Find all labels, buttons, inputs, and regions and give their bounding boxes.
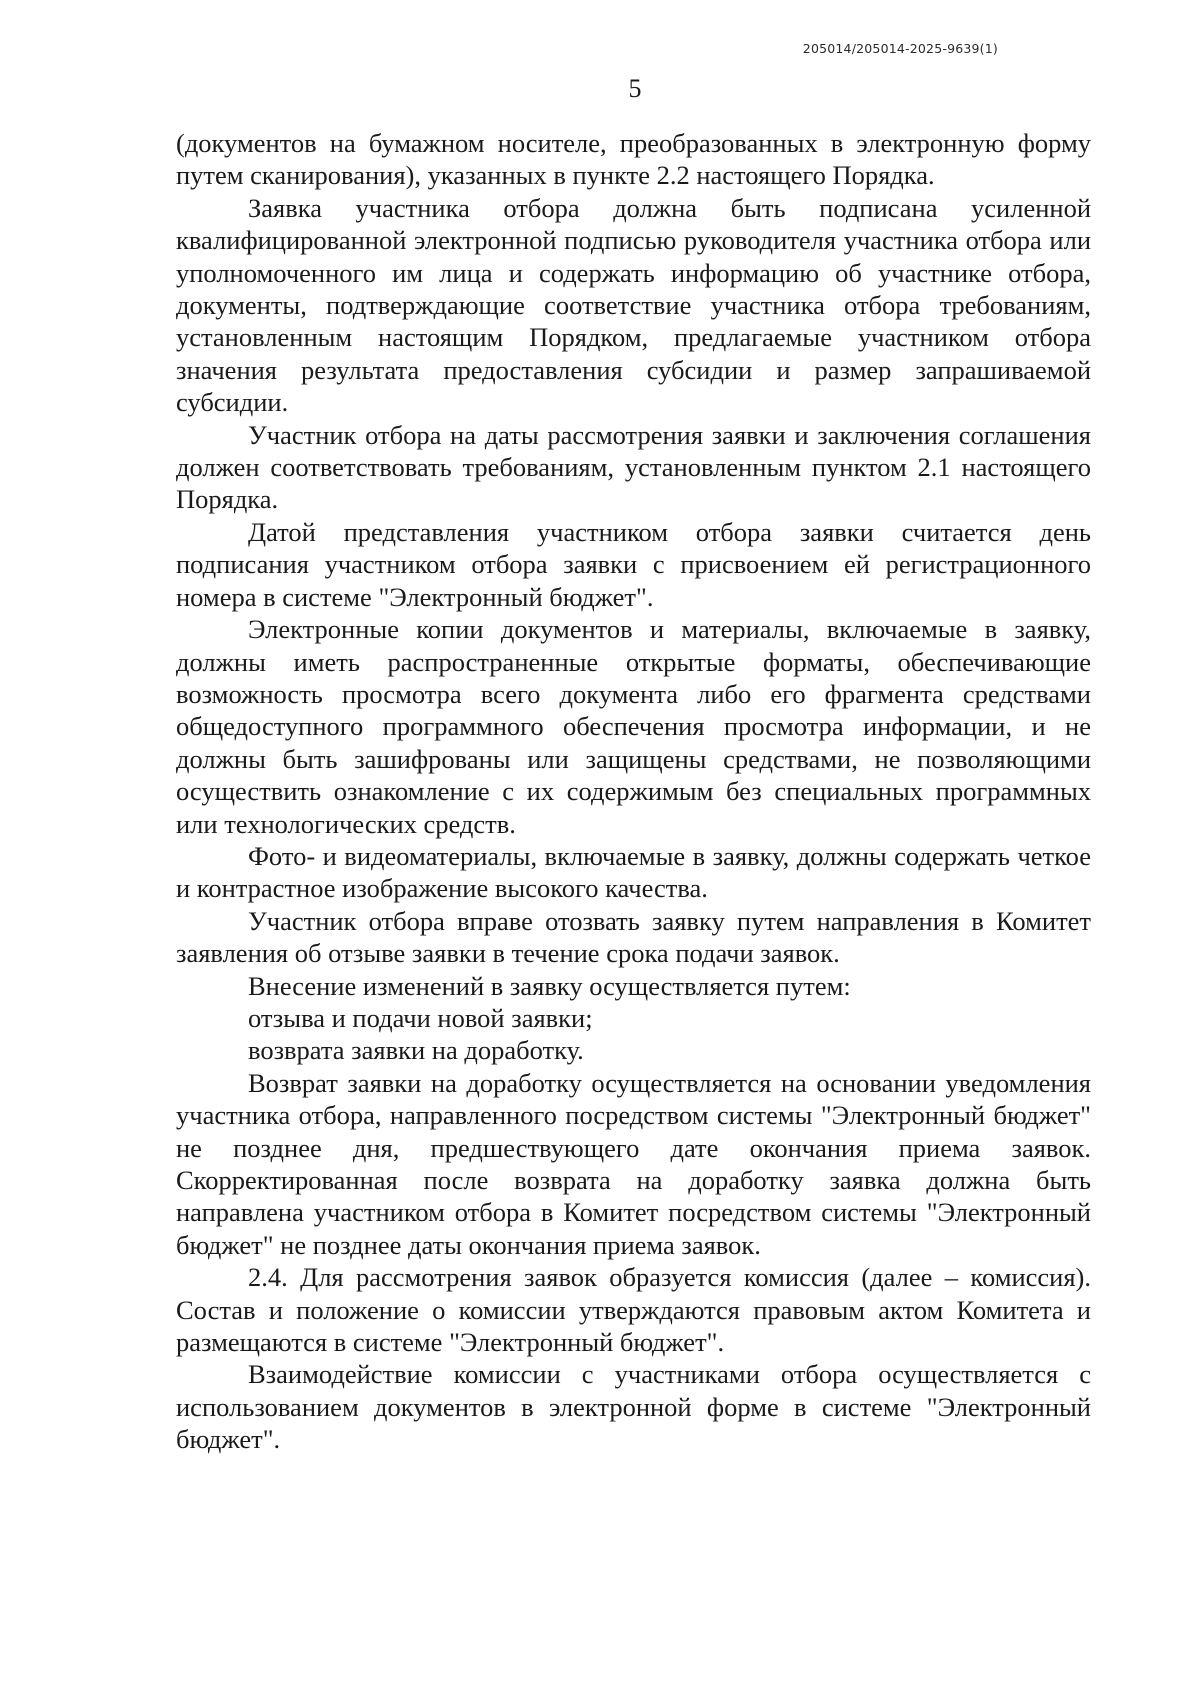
paragraph: Взаимодействие комиссии с участниками отбора осуществляется с использованием документов в электронной форме в системе "Электронный бюджет". — [176, 1359, 1091, 1455]
document-id: 205014/205014-2025-9639(1) — [802, 41, 998, 56]
paragraph-section-2-4: 2.4. Для рассмотрения заявок образуется комиссия (далее – комиссия). Состав и положение о комиссии утверждаются правовым актом Комитета и размещаются в системе "Электронный бюджет". — [176, 1262, 1091, 1358]
paragraph: Участник отбора на даты рассмотрения заявки и заключения соглашения должен соответствовать требованиям, установленным пунктом 2.1 настоящего Порядка. — [176, 419, 1091, 515]
page-number: 5 — [628, 74, 642, 103]
list-item: возврата заявки на доработку. — [248, 1035, 584, 1066]
paragraph-continuation: (документов на бумажном носителе, преобразованных в электронную форму путем сканирования), указанных в пункте 2.2 настоящего Порядка. — [176, 128, 1091, 191]
paragraph: Участник отбора вправе отозвать заявку путем направления в Комитет заявления об отзыве заявки в течение срока подачи заявок. — [176, 905, 1091, 969]
paragraph: Датой представления участником отбора заявки считается день подписания участником отбора заявки с присвоением ей регистрационного номера в системе "Электронный бюджет". — [176, 516, 1091, 612]
list-item: отзыва и подачи новой заявки; — [248, 1002, 593, 1033]
paragraph: Возврат заявки на доработку осуществляется на основании уведомления участника отбора, направленного посредством системы "Электронный бюджет" не позднее дня, предшествующего дате окончания приема заявок. Скорректированная после возврата на доработку заявка должна быть направлена участником отбора в Комитет посредством системы "Электронный бюджет" не позднее даты окончания приема заявок. — [176, 1067, 1091, 1260]
paragraph: Электронные копии документов и материалы, включаемые в заявку, должны иметь распространенные открытые форматы, обеспечивающие возможность просмотра всего документа либо его фрагмента средствами общедоступного программного обеспечения просмотра информации, и не должны быть зашифрованы или защищены средствами, не позволяющими осуществить ознакомление с их содержимым без специальных программных или технологических средств. — [176, 614, 1091, 839]
document-body — [176, 127, 1091, 1456]
paragraph: Внесение изменений в заявку осуществляется путем: — [248, 970, 851, 1001]
paragraph: Заявка участника отбора должна быть подписана усиленной квалифицированной электронной подписью руководителя участника отбора или уполномоченного им лица и содержать информацию об участнике отбора, документы, подтверждающие соответствие участника отбора требованиям, установленным настоящим Порядком, предлагаемые участником отбора значения результата предоставления субсидии и размер запрашиваемой субсидии. — [176, 192, 1091, 418]
paragraph: Фото- и видеоматериалы, включаемые в заявку, должны содержать четкое и контрастное изображение высокого качества. — [176, 840, 1091, 904]
